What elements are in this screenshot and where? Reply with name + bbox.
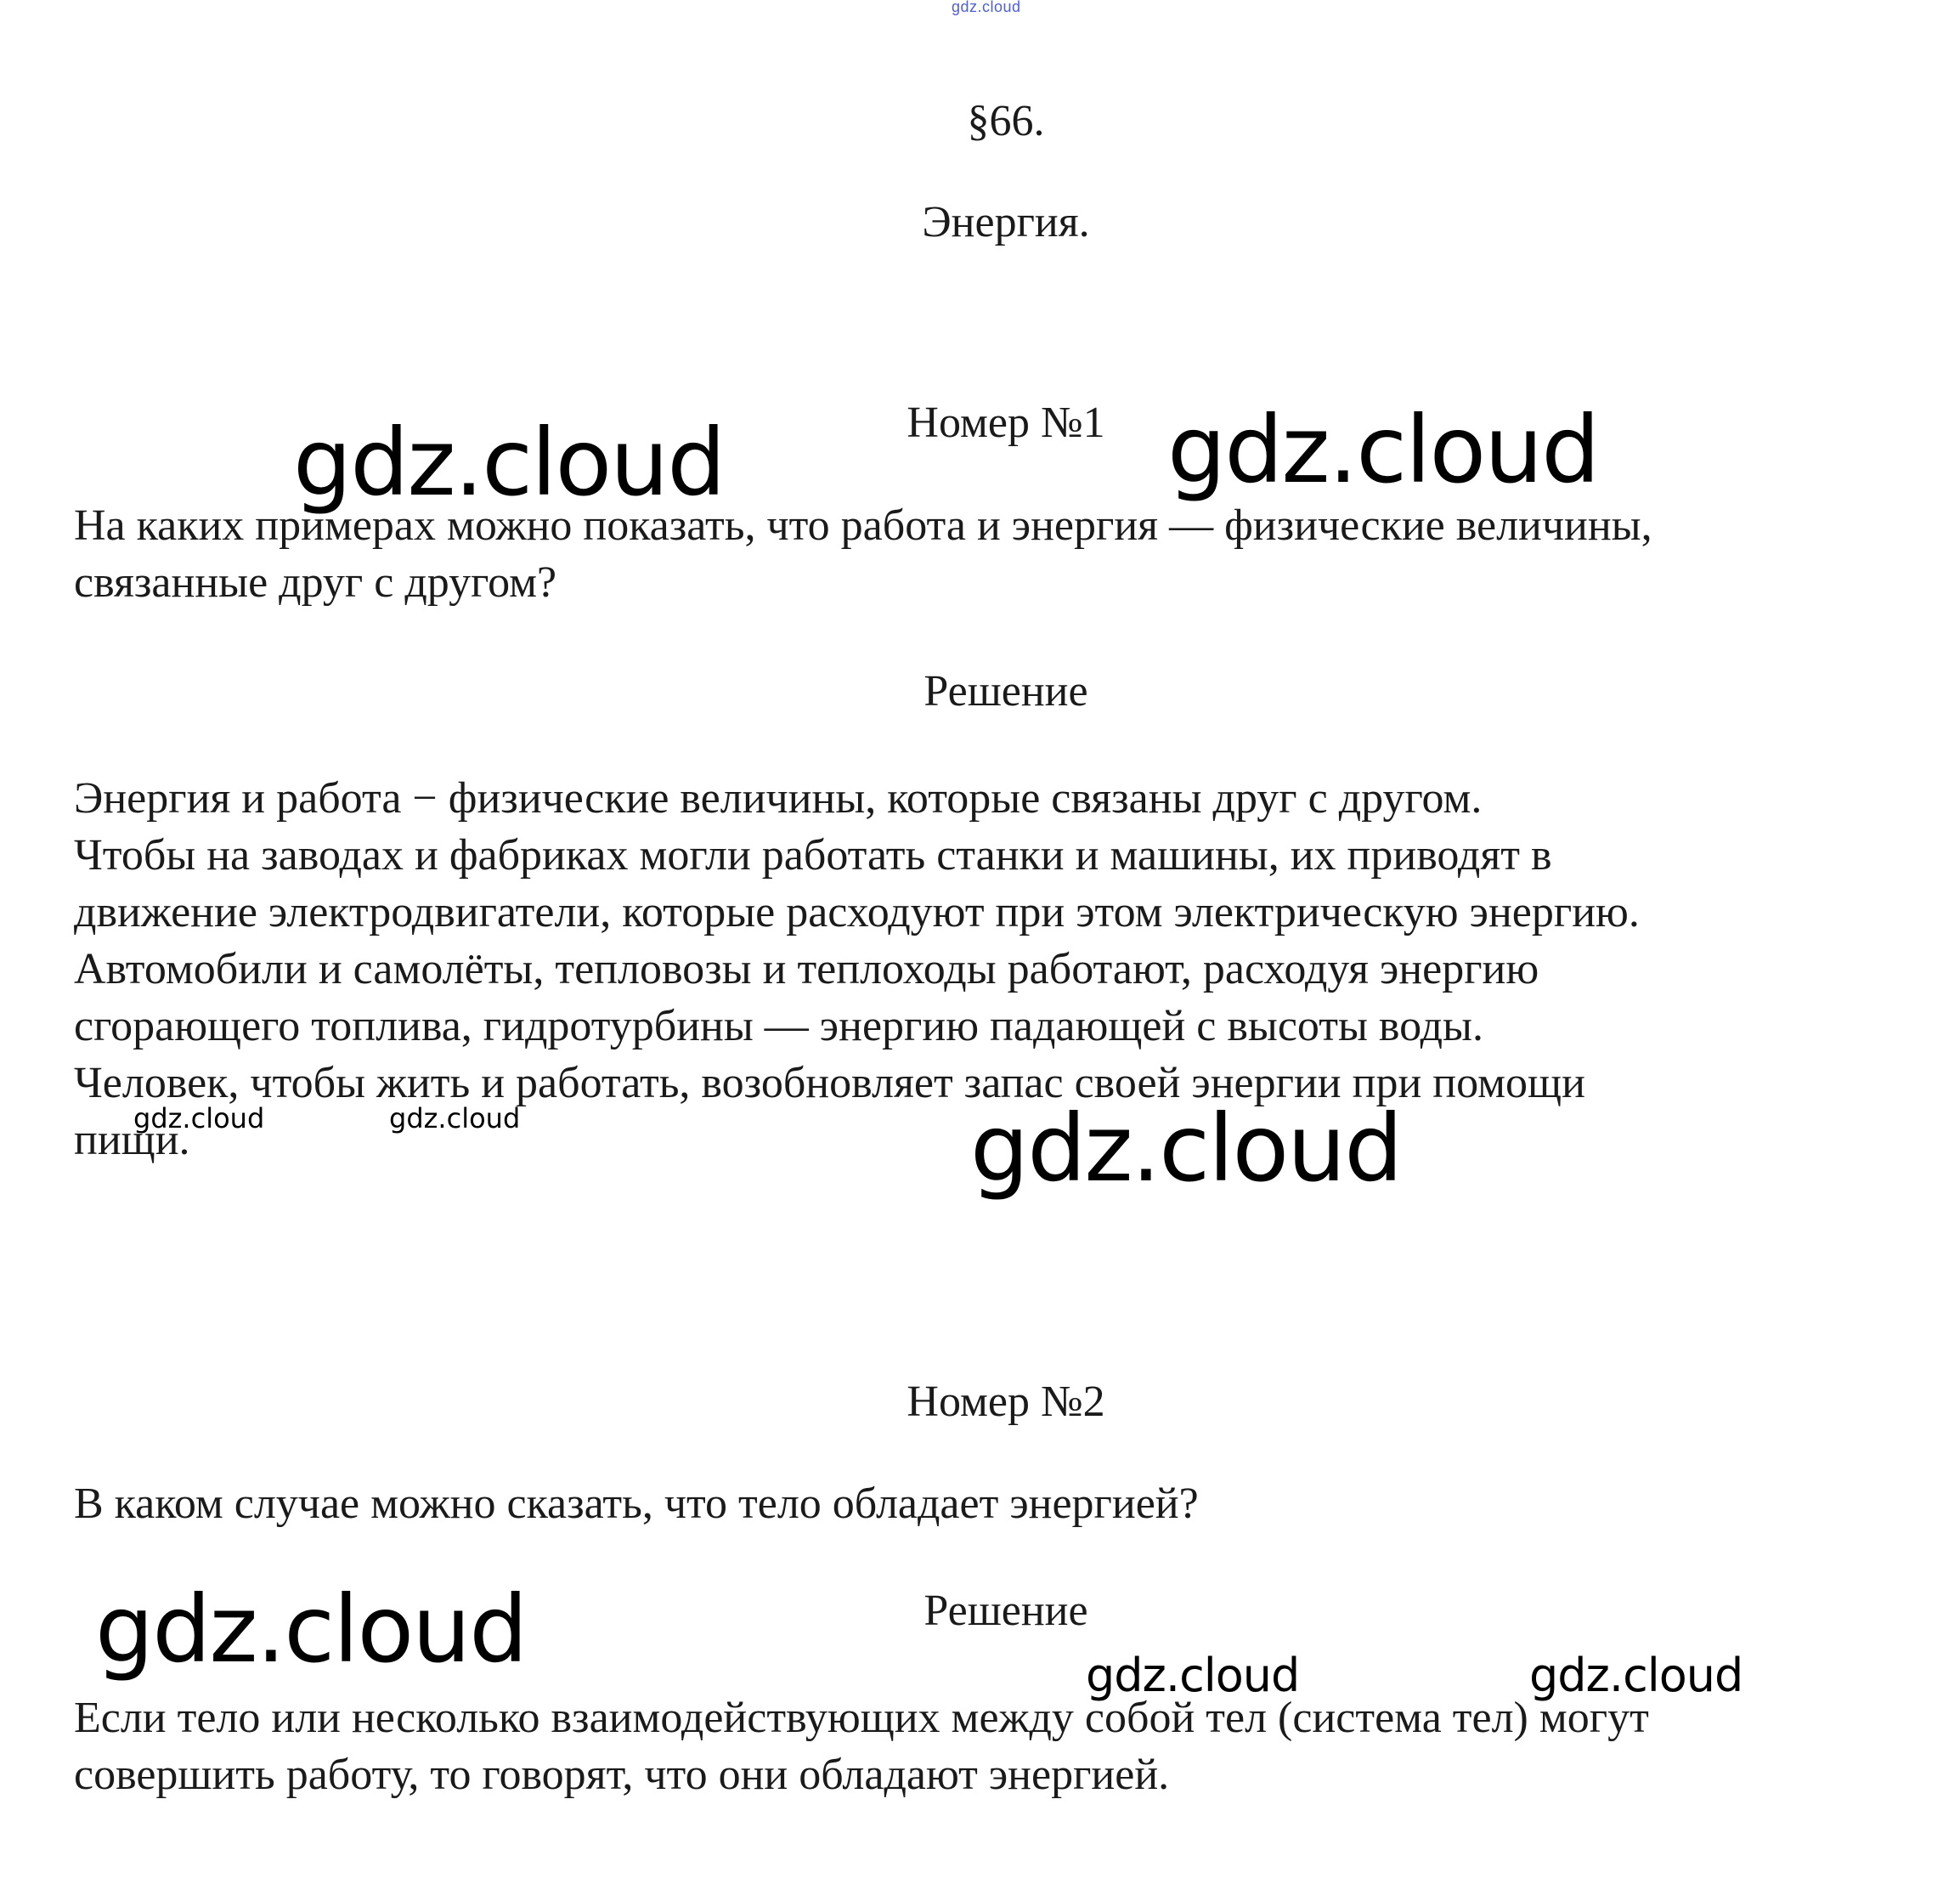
solution-line: Автомобили и самолёты, тепловозы и теплоходы работают, расходуя энергию: [74, 945, 1539, 993]
solution-line: Если тело или несколько взаимодействующих между собой тел (система тел) могут: [74, 1694, 1649, 1742]
solution-line: пищи.: [74, 1116, 190, 1164]
section-title: Энергия.: [922, 198, 1090, 246]
solution-line: сгорающего топлива, гидротурбины — энергию падающей с высоты воды.: [74, 1002, 1483, 1050]
task1-solution-heading: Решение: [924, 667, 1088, 716]
watermark-text: gdz.cloud: [95, 1576, 527, 1683]
question-line: В каком случае можно сказать, что тело обладает энергией?: [74, 1479, 1199, 1528]
solution-line: движение электродвигатели, которые расходуют при этом электрическую энергию.: [74, 888, 1640, 936]
section-number: §66.: [967, 97, 1045, 145]
watermark-text: gdz.cloud: [1086, 1649, 1300, 1702]
solution-line: совершить работу, то говорят, что они обладают энергией.: [74, 1751, 1170, 1799]
task1-solution: [74, 770, 1640, 1168]
task2-solution: [74, 1689, 1649, 1803]
watermark-text: gdz.cloud: [133, 1102, 265, 1134]
question-line: связанные друг с другом?: [74, 558, 557, 607]
task2-heading: Номер №2: [907, 1378, 1105, 1426]
solution-line: Человек, чтобы жить и работать, возобновляет запас своей энергии при помощи: [74, 1059, 1585, 1107]
task2-solution-heading: Решение: [924, 1587, 1088, 1635]
solution-line: Чтобы на заводах и фабриках могли работать станки и машины, их приводят в: [74, 831, 1552, 880]
task2-question: [74, 1475, 1199, 1532]
task1-heading: Номер №1: [907, 399, 1105, 447]
question-line: На каких примерах можно показать, что работа и энергия — физические величины,: [74, 501, 1652, 550]
watermark-text: gdz.cloud: [293, 409, 725, 517]
solution-line: Энергия и работа − физические величины, которые связаны друг с другом.: [74, 774, 1483, 823]
watermark-text: gdz.cloud: [1167, 396, 1599, 504]
header-watermark: gdz.cloud: [952, 0, 1021, 15]
watermark-text: gdz.cloud: [389, 1102, 521, 1134]
watermark-text: gdz.cloud: [1529, 1649, 1743, 1702]
watermark-text: gdz.cloud: [970, 1095, 1402, 1202]
